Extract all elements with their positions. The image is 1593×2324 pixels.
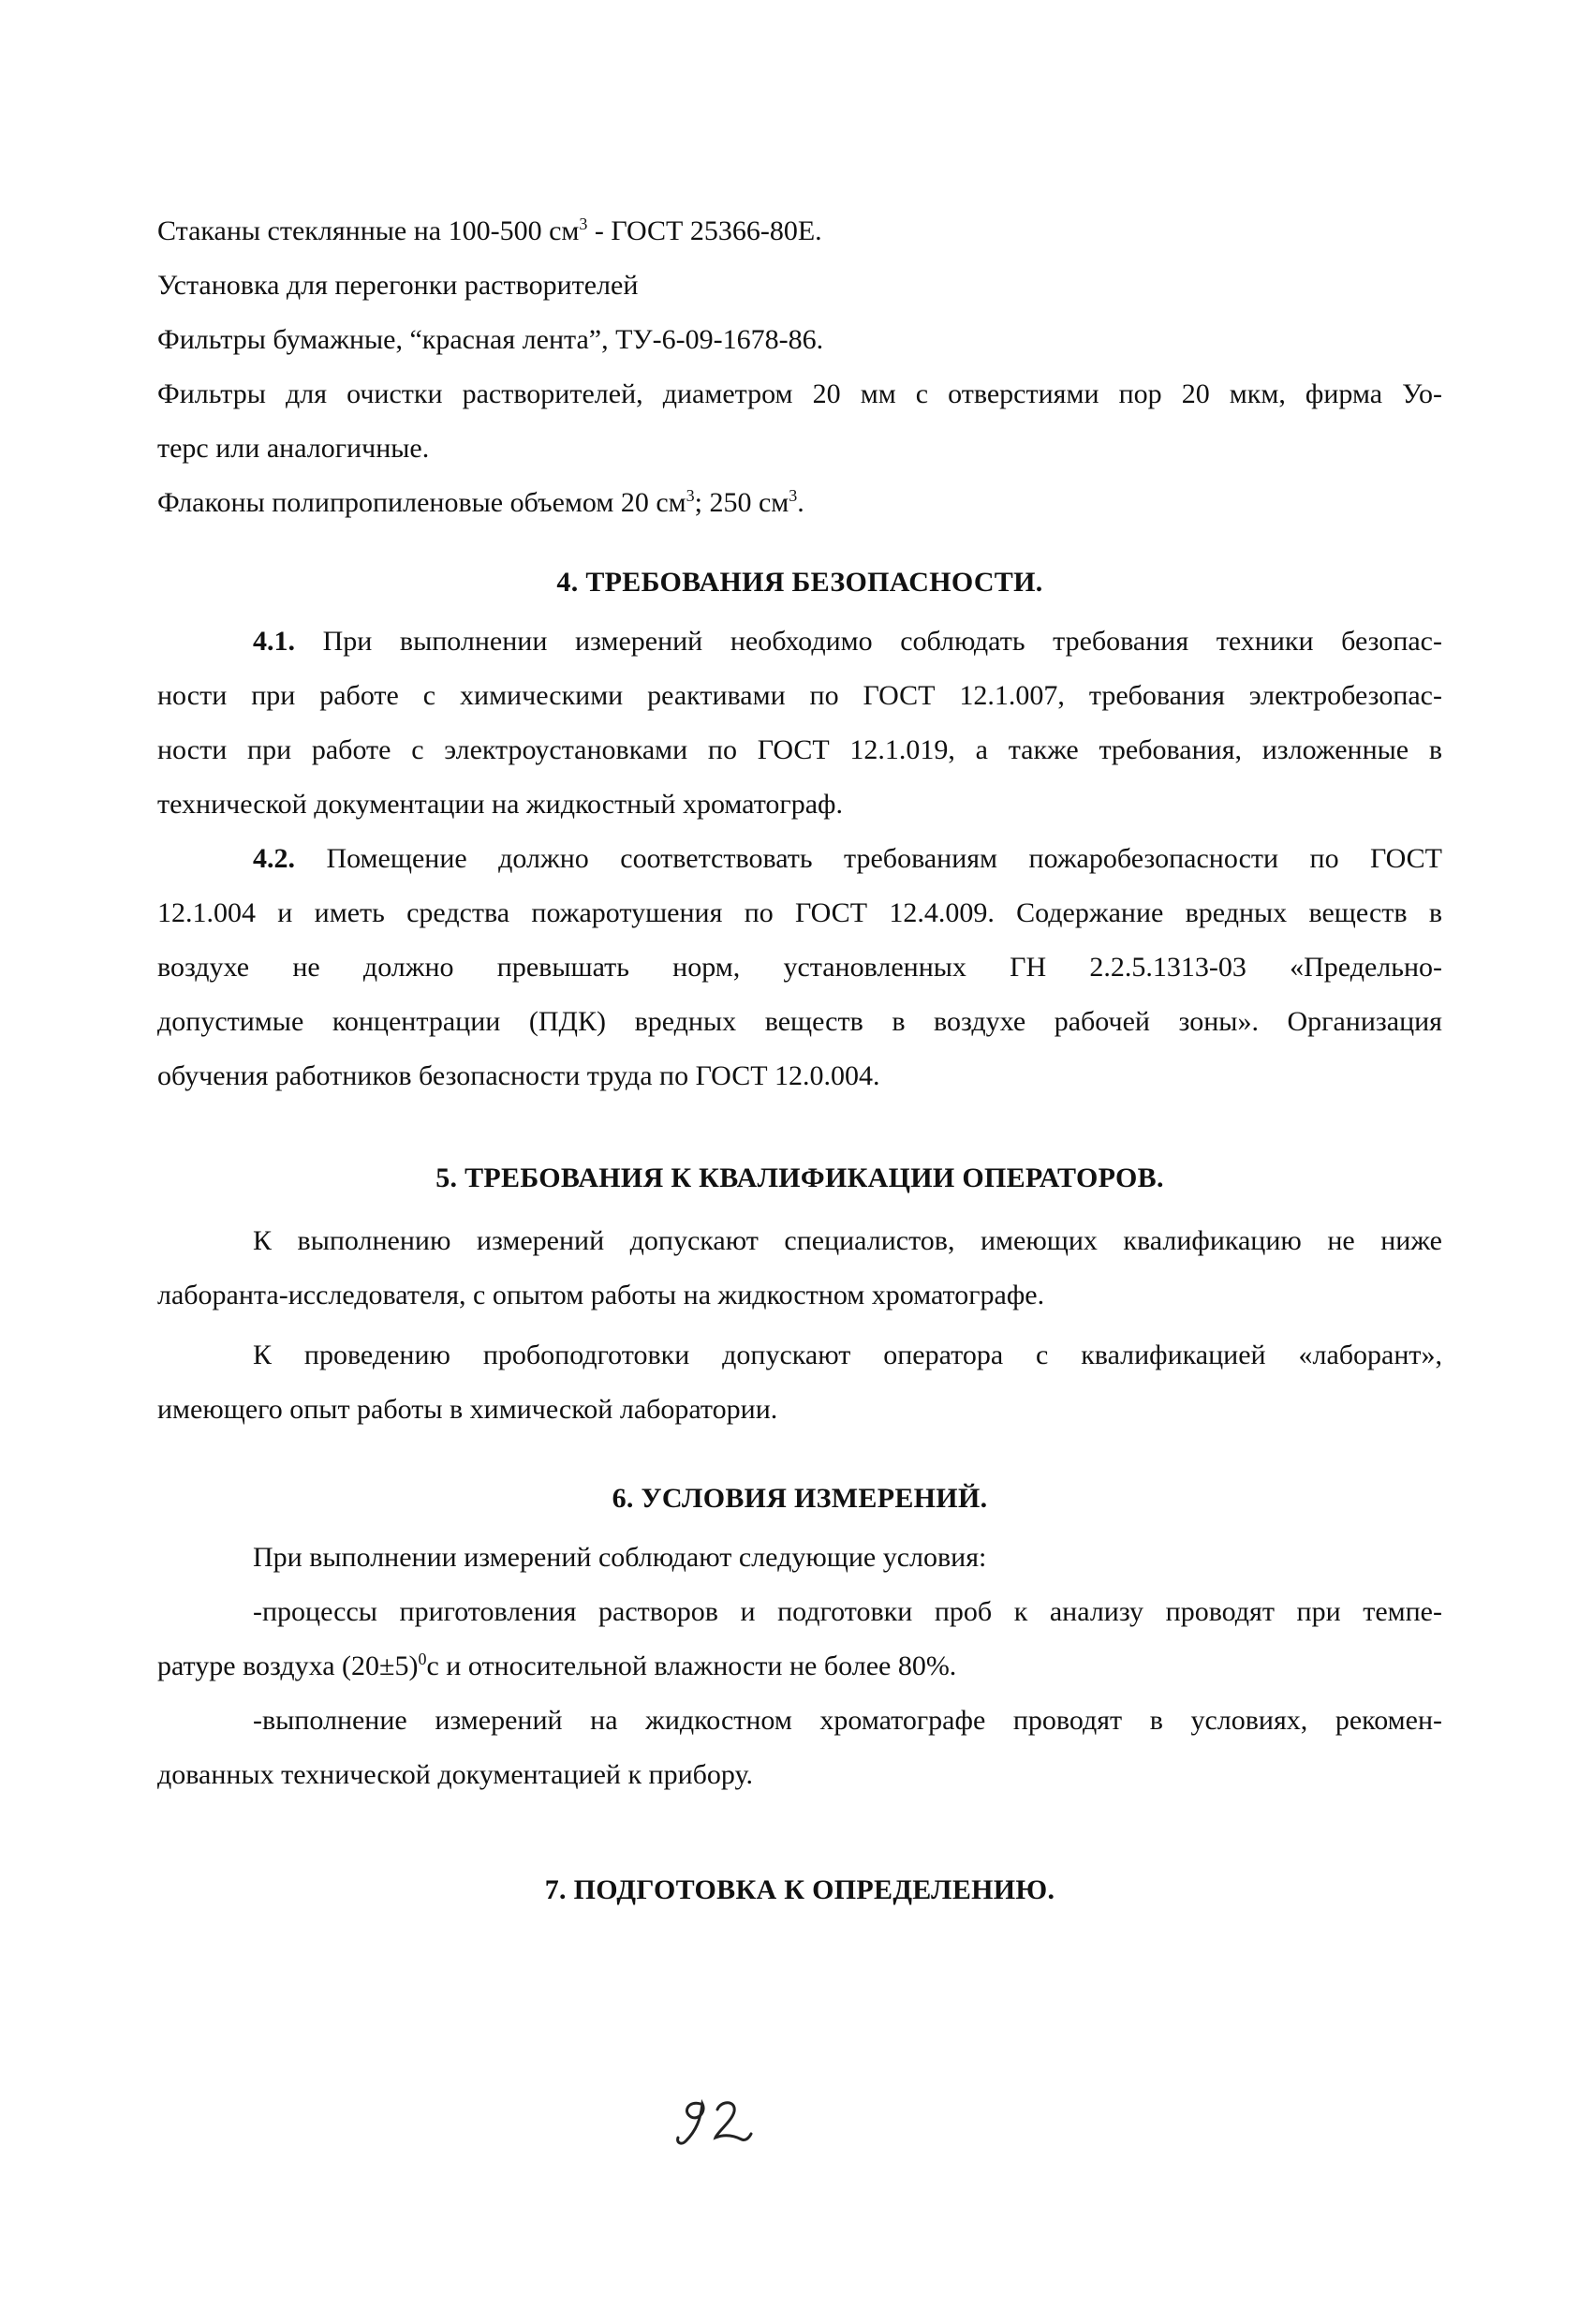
section-4-body bbox=[157, 614, 1442, 1103]
paragraph-line: воздухе не должно превышать норм, установленных ГН 2.2.5.1313-03 «Предельно- bbox=[157, 952, 1442, 983]
paragraph-line: имеющего опыт работы в химической лаборатории. bbox=[157, 1394, 778, 1425]
clause-number: 4.1. bbox=[253, 626, 295, 657]
equipment-list bbox=[157, 204, 1442, 530]
list-item-text: Стаканы стеклянные на 100-500 см bbox=[157, 215, 580, 246]
paragraph-text: с и относительной влажности не более 80%. bbox=[426, 1650, 957, 1681]
paragraph-line: ности при работе с химическими реактивами по ГОСТ 12.1.007, требования электробезопас- bbox=[157, 680, 1442, 711]
paragraph-line: ности при работе с электроустановками по ГОСТ 12.1.019, а также требования, изложенные в bbox=[157, 734, 1442, 765]
paragraph-line: лаборанта-исследователя, с опытом работы на жидкостном хроматографе. bbox=[157, 1280, 1045, 1310]
list-item-text: . bbox=[797, 487, 804, 518]
section-6-heading: 6. УСЛОВИЯ ИЗМЕРЕНИЙ. bbox=[612, 1483, 988, 1514]
section-5-body bbox=[157, 1214, 1442, 1437]
paragraph-line: 12.1.004 и иметь средства пожаротушения по ГОСТ 12.4.009. Содержание вредных веществ в bbox=[157, 897, 1442, 928]
paragraph-line: -процессы приготовления растворов и подготовки проб к анализу проводят при темпе- bbox=[253, 1596, 1442, 1627]
paragraph-line: обучения работников безопасности труда по ГОСТ 12.0.004. bbox=[157, 1060, 880, 1091]
paragraph-line bbox=[157, 832, 1442, 886]
superscript: 3 bbox=[579, 215, 588, 233]
paragraph-line: допустимые концентрации (ПДК) вредных веществ в воздухе рабочей зоны». Организация bbox=[157, 1006, 1442, 1037]
paragraph-line: дованных технической документацией к прибору. bbox=[157, 1759, 754, 1790]
clause-number: 4.2. bbox=[253, 843, 295, 874]
section-7-heading: 7. ПОДГОТОВКА К ОПРЕДЕЛЕНИЮ. bbox=[544, 1874, 1055, 1905]
section-5-heading: 5. ТРЕБОВАНИЯ К КВАЛИФИКАЦИИ ОПЕРАТОРОВ. bbox=[435, 1162, 1164, 1193]
list-item: Установка для перегонки растворителей bbox=[157, 270, 639, 301]
superscript: 3 bbox=[686, 486, 695, 505]
paragraph-line bbox=[157, 614, 1442, 669]
section-6-body bbox=[157, 1531, 1442, 1802]
paragraph-line: При выполнении измерений соблюдают следующие условия: bbox=[253, 1542, 987, 1573]
list-item-text: - ГОСТ 25366-80Е. bbox=[587, 215, 822, 246]
list-item-text: ; 250 см bbox=[694, 487, 789, 518]
paragraph-text: При выполнении измерений необходимо соблюдать требования техники безопас- bbox=[295, 626, 1442, 657]
handwritten-page-number bbox=[665, 2087, 777, 2153]
list-item: Фильтры для очистки растворителей, диаметром 20 мм с отверстиями пор 20 мкм, фирма Уо- bbox=[157, 378, 1442, 409]
list-item: Фильтры бумажные, “красная лента”, ТУ-6-09-1678-86. bbox=[157, 324, 824, 355]
superscript: 3 bbox=[789, 486, 798, 505]
list-item bbox=[157, 204, 1442, 259]
section-4-heading: 4. ТРЕБОВАНИЯ БЕЗОПАСНОСТИ. bbox=[556, 567, 1043, 598]
list-item-text: Флаконы полипропиленовые объемом 20 см bbox=[157, 487, 686, 518]
paragraph-line: К выполнению измерений допускают специалистов, имеющих квалификацию не ниже bbox=[253, 1225, 1442, 1256]
paragraph-text: ратуре воздуха (20±5) bbox=[157, 1650, 419, 1681]
paragraph-line bbox=[157, 1639, 1442, 1694]
paragraph-text: Помещение должно соответствовать требованиям пожаробезопасности по ГОСТ bbox=[295, 843, 1442, 874]
paragraph-line: технической документации на жидкостный хроматограф. bbox=[157, 789, 843, 820]
paragraph-line: -выполнение измерений на жидкостном хроматографе проводят в условиях, рекомен- bbox=[253, 1705, 1442, 1736]
list-item bbox=[157, 476, 1442, 530]
list-item-continuation: терс или аналогичные. bbox=[157, 433, 430, 464]
superscript: 0 bbox=[418, 1650, 427, 1668]
paragraph-line: К проведению пробоподготовки допускают оператора с квалификацией «лаборант», bbox=[253, 1340, 1442, 1370]
